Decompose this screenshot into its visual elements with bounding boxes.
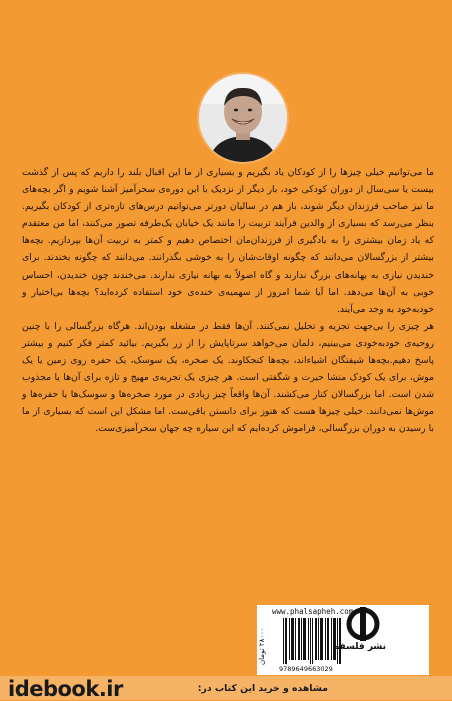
blurb-paragraph: ما می‌توانیم خیلی چیزها را از کودکان یاد بگیریم و بسیاری از ما این اقبال بلند را داریم که پس از گذشت بیست یا سی‌سال از دوران کودکی خود، بار دیگر از نزدیک با این دوره‌ی سحرآمیز آشنا شویم و اگر بچه‌های ما نیز صاحب فرزندان دیگر شوند، باز هم در سالیان دورتر می‌توانیم درس‌های تازه‌تری از کودکان بگیریم. بنظر می‌رسد که بسیاری از والدین فرآیند تربیت را مانند یک خیابان یک‌طرفه تصور می‌کنند، اما من معتقدم که یاد زمان بیشتری را به یادگیری از فرزندان‌مان اختصاص دهیم و کمتر به تربیت آن‌ها بپردازیم. بچه‌ها بیشتر از بزرگسالان می‌دانند که چگونه اوقات‌شان را به خوشی بگذرانند. می‌دانند که چگونه بخندند. برای خندیدن نیازی به بهانه‌های بزرگ ندارند و گاه اصولاً به بهانه نیازی ندارند. می‌خندند چون خندیدن، احساس خوبی به آن‌ها می‌دهد. اما آیا شما امروز از سهمیه‌ی خنده‌ی خود استفاده کرده‌اید؟ بچه‌ها بی‌اختیار و خودبه‌خود به وجد می‌آیند. xyxy=(22,167,434,315)
publisher-logo-icon xyxy=(330,607,396,667)
watermark-brand[interactable]: idebook.ir xyxy=(8,677,123,701)
watermark-cta: مشاهده و خرید این کتاب در: xyxy=(197,683,328,694)
price-label: ۲۸۰۰۰ تومان xyxy=(258,627,266,665)
isbn-number: 9789649663029 xyxy=(279,665,333,673)
author-portrait-photo-icon xyxy=(199,74,287,162)
blurb-paragraph: هر چیزی را بی‌جهت تجزیه و تحلیل نمی‌کنند. آن‌ها فقط در مشغله بودن‌اند. هرگاه بزرگسالی را با چنین روحیه‌ی خودبه‌خودی می‌بینیم، دلمان می‌خواهد سرتاپایش را از زر بگیریم. بیائید کمتر فکر کنیم و بیشتر پاسخ دهیم.بچه‌ها شیفتگان اشیاء‌اند، بچه‌ها کنجکاوند. یک صخره، یک سوسک، یک حفره روی زمین یا یک موش، برای یک کودک منشا حیرت و شگفتی است. هر چیزی یک تجربه‌ی مهیج و تازه برای آن‌ها یا مجذوب شدن است. اما بزرگسالان کنار می‌کشند. آن‌ها واقعاً چیز زیادی در مورد صخره‌ها و سوسک‌ها یا حفره‌ها و موش‌ها نمی‌دانند. خیلی چیزها هست که هنوز برای دانستن باقی‌ست. اما مشکل این است که بسیاری از ما با رسیدن به دوران بزرگسالی، فراموش کرده‌ایم که این سیاره چه جهان سحرآمیزی‌ست. xyxy=(22,320,434,435)
publisher-url[interactable]: www.phalsapheh.com xyxy=(272,607,354,616)
author-portrait xyxy=(197,72,289,164)
publisher-name: نشر فلسفه xyxy=(334,642,386,652)
back-cover-blurb xyxy=(22,164,434,438)
